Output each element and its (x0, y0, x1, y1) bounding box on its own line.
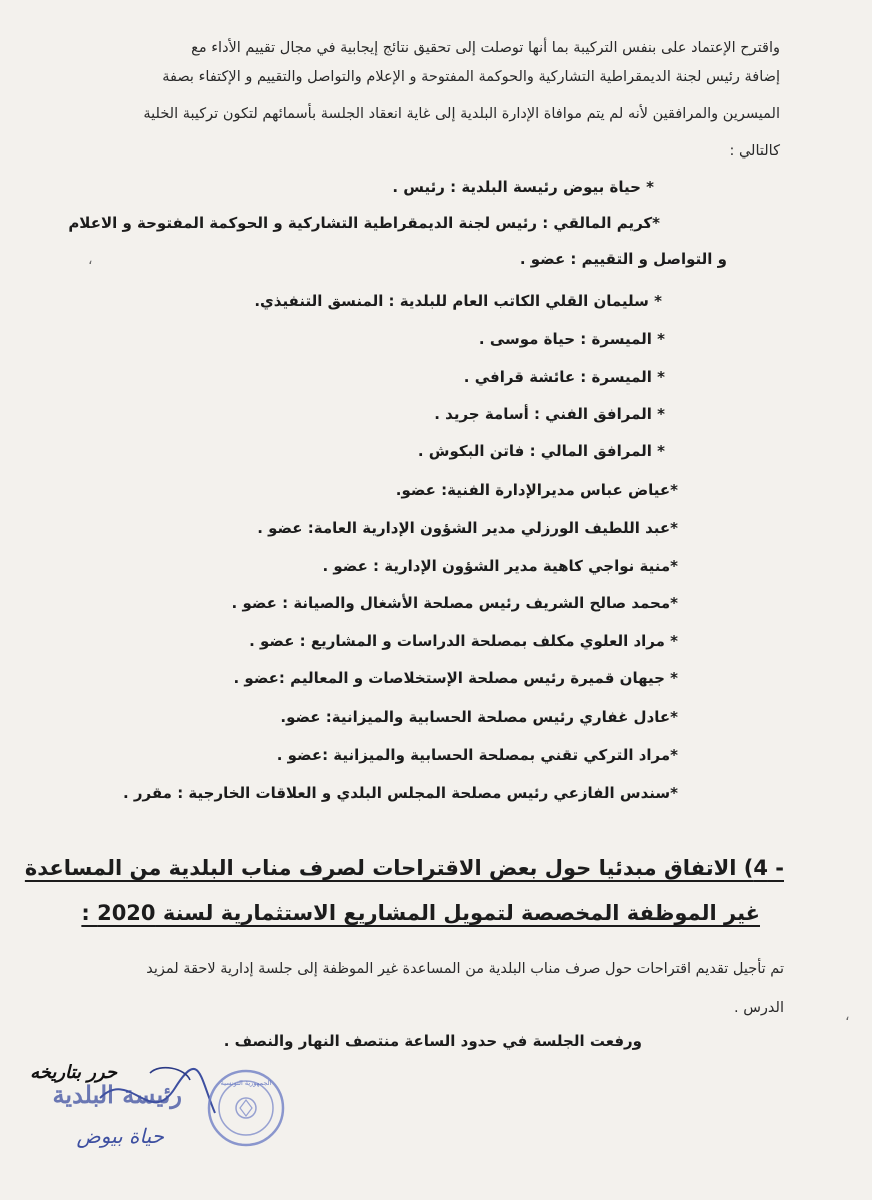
signature-title: رئيسة البلدية (52, 1080, 182, 1109)
member-item: * سليمان القلي الكاتب العام للبلدية : المنسق التنفيذي. (254, 292, 662, 310)
member-item: * حياة بيوض رئيسة البلدية : رئيس . (392, 178, 654, 196)
member-item: *مراد التركي تقني بمصلحة الحسابية والميزانية :عضو . (276, 746, 678, 764)
section-heading-line-2: غير الموظفة المخصصة لتمويل المشاريع الاستثمارية لسنة 2020 : (81, 901, 760, 925)
official-stamp (206, 1068, 286, 1152)
member-item: *محمد صالح الشريف رئيس مصلحة الأشغال والصيانة : عضو . (231, 594, 678, 612)
signature-name: حياة بيوض (76, 1124, 164, 1148)
intro-line-1: واقترح الإعتماد على بنفس التركيبة بما أنها توصلت إلى تحقيق نتائج إيجابية في مجال تقييم الأداء مع (191, 40, 780, 56)
stamp-text: الجمهورية التونسية (220, 1079, 272, 1087)
member-item: * المرافق المالي : فاتن البكوش . (417, 442, 665, 460)
intro-line-2: إضافة رئيس لجنة الديمقراطية التشاركية والحوكمة المفتوحة و الإعلام والتواصل والتقييم و الإكتفاء بصفة (162, 69, 780, 85)
member-item: * جيهان قميرة رئيس مصلحة الإستخلاصات و المعاليم :عضو . (233, 669, 678, 687)
member-item: * الميسرة : حياة موسى . (478, 330, 665, 348)
member-item: *سندس الفازعي رئيس مصلحة المجلس البلدي و العلاقات الخارجية : مقرر . (123, 784, 678, 802)
intro-line-4: كالتالي : (729, 143, 780, 159)
member-item: *كريم المالقي : رئيس لجنة الديمقراطية التشاركية و الحوكمة المفتوحة و الاعلام (68, 214, 660, 232)
intro-line-3: الميسرين والمرافقين لأنه لم يتم موافاة الإدارة البلدية إلى غاية انعقاد الجلسة بأسمائهم لتكون تركيبة الخلية (143, 106, 780, 122)
member-item: و التواصل و التقييم : عضو . (519, 250, 727, 268)
stray-mark: ، (88, 252, 93, 268)
section-body-line-2: الدرس . (734, 1000, 784, 1016)
member-item: *عياض عباس مديرالإدارة الفنية: عضو. (395, 481, 678, 499)
section-heading-line-1: - 4) الاتفاق مبدئيا حول بعض الاقتراحات لصرف مناب البلدية من المساعدة (24, 856, 784, 880)
member-item: * المرافق الفني : أسامة جريد . (434, 405, 665, 423)
member-item: *عادل غفاري رئيس مصلحة الحسابية والميزانية: عضو. (280, 708, 678, 726)
closing-line: ورفعت الجلسة في حدود الساعة منتصف النهار والنصف . (223, 1032, 642, 1050)
member-item: *منية نواجي كاهية مدير الشؤون الإدارية : عضو . (322, 557, 678, 575)
member-item: *عبد اللطيف الورزلي مدير الشؤون الإدارية العامة: عضو . (257, 519, 678, 537)
section-body-line-1: تم تأجيل تقديم اقتراحات حول صرف مناب البلدية من المساعدة غير الموظفة إلى جلسة إدارية لاحقة لمزيد (146, 961, 784, 977)
member-item: * الميسرة : عائشة قرافي . (463, 368, 665, 386)
written-note: حرر بتاريخه (30, 1062, 117, 1083)
stray-mark: ، (845, 1008, 850, 1024)
member-item: * مراد العلوي مكلف بمصلحة الدراسات و المشاريع : عضو . (249, 632, 678, 650)
